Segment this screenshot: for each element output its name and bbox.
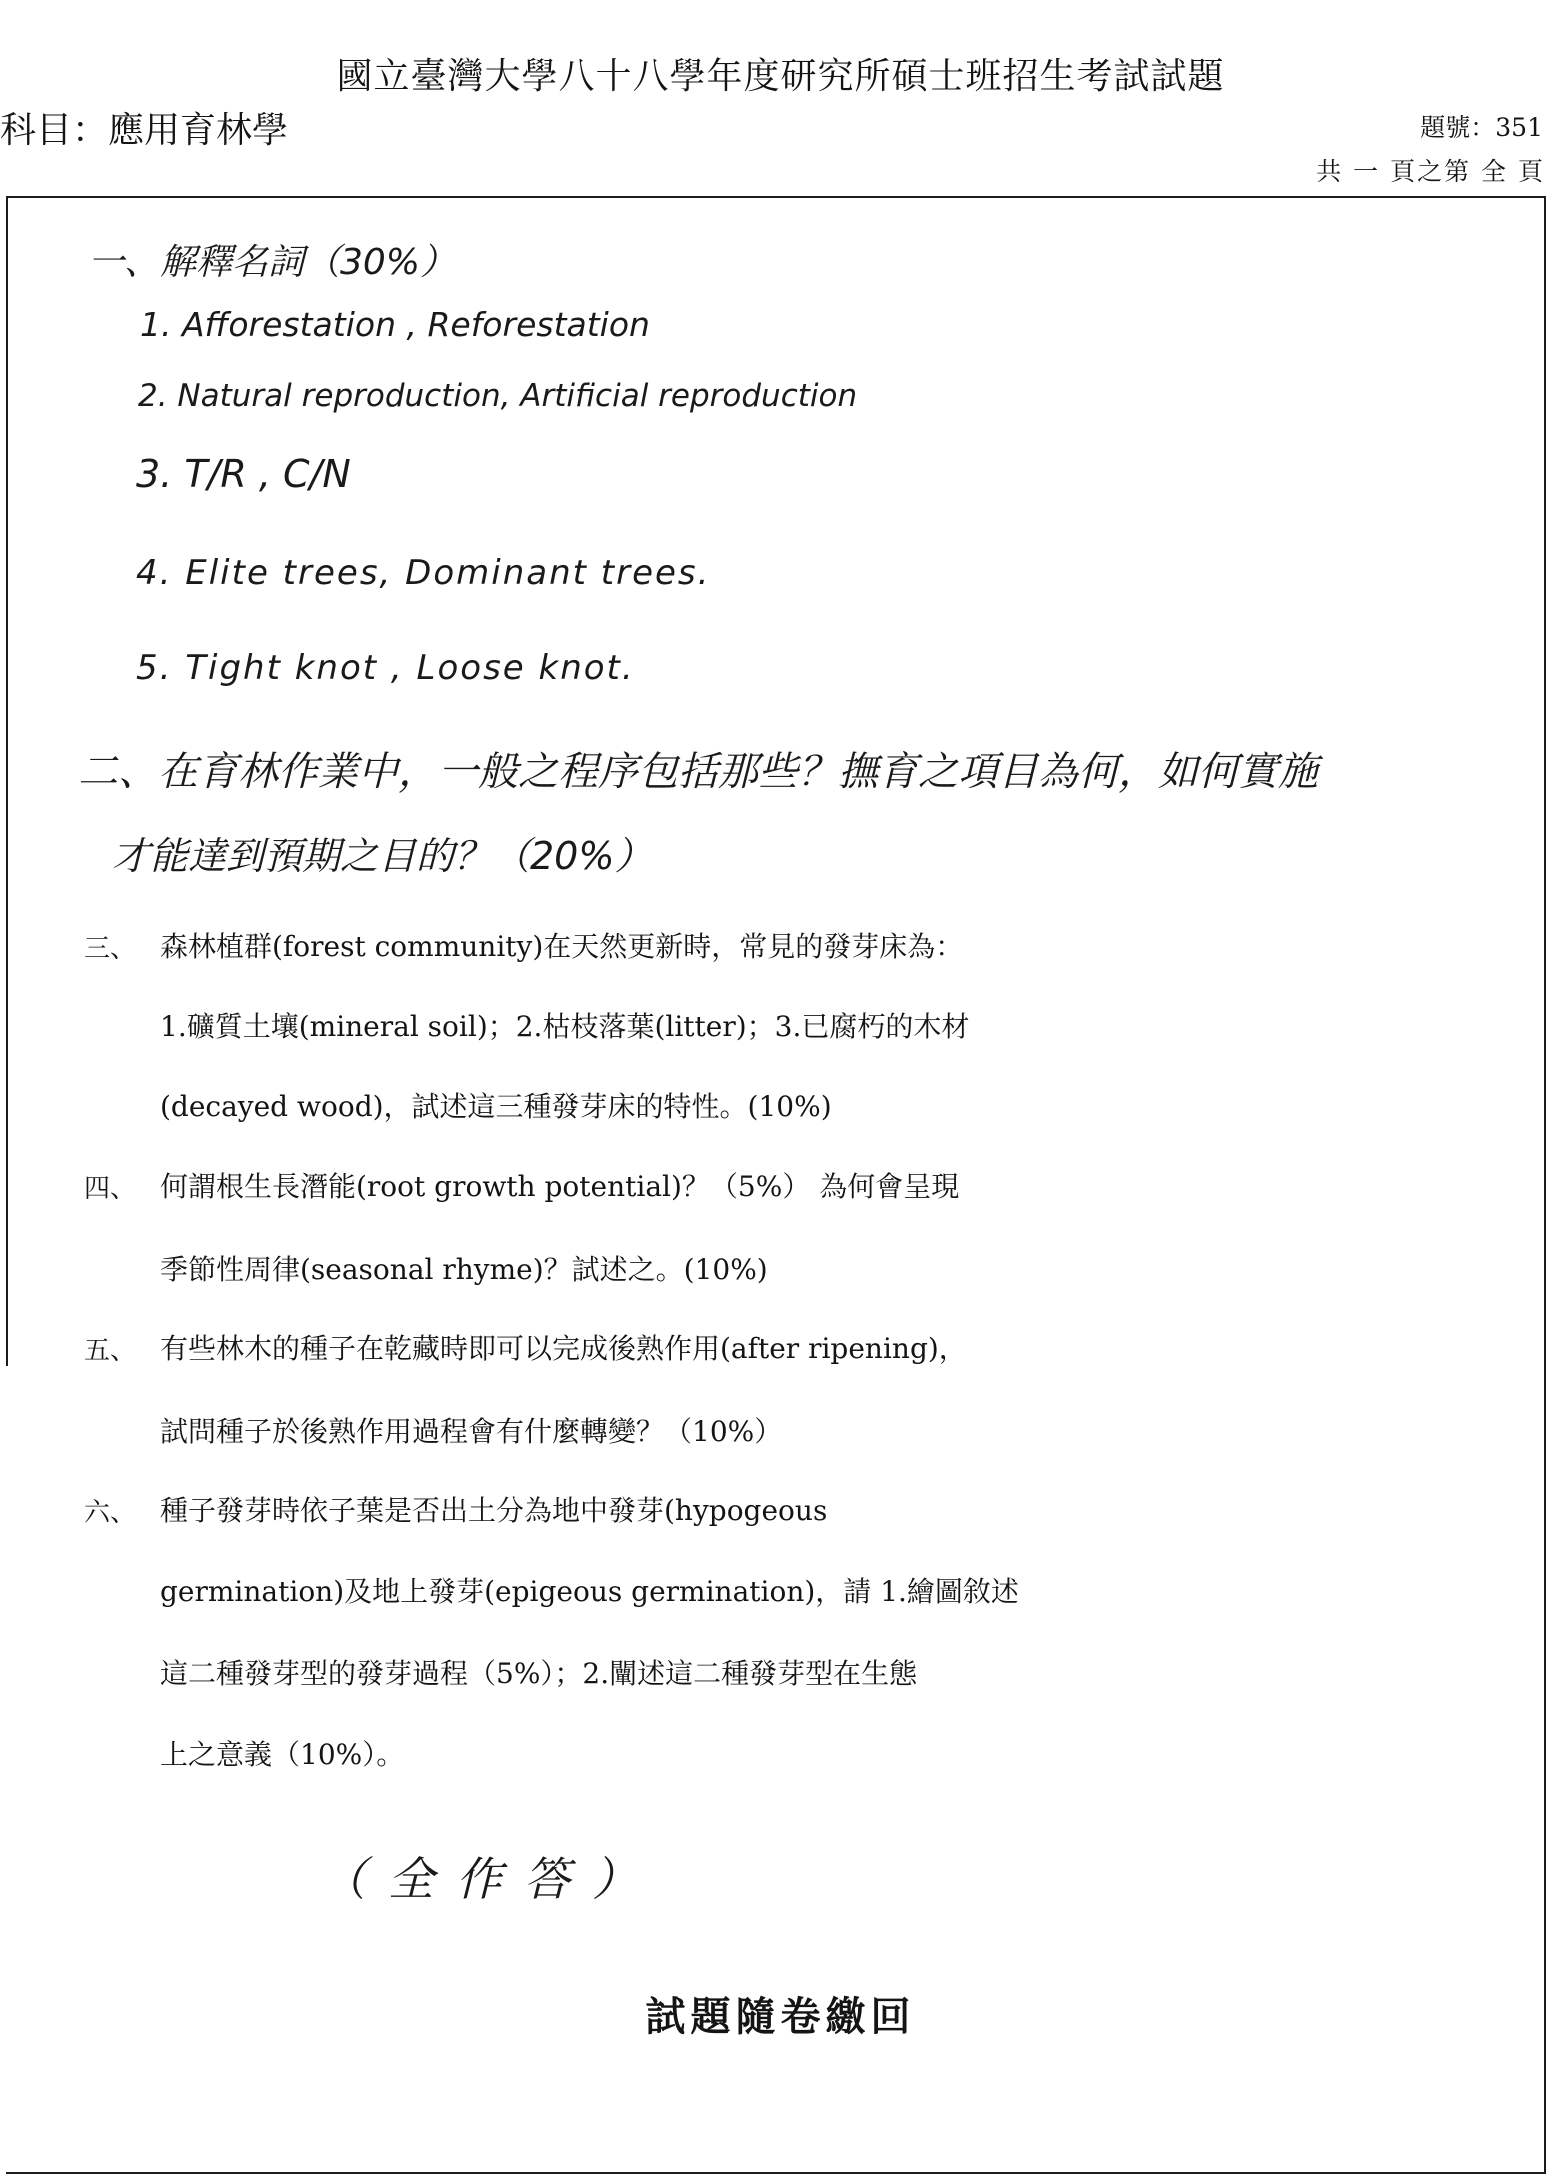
q6-line-2: germination)及地上發芽(epigeous germination)，請 1.繪圖敘述 xyxy=(160,1575,1019,1608)
q1-term-1: 1. Afforestation , Reforestation xyxy=(140,305,650,344)
frame-bottom-border xyxy=(6,2172,1546,2174)
q6-line-3: 這二種發芽型的發芽過程（5%）；2.闡述這二種發芽型在生態 xyxy=(160,1657,918,1690)
q1-term-2: 2. Natural reproduction, Artificial reproduction xyxy=(138,378,858,414)
q5-line-2: 試問種子於後熟作用過程會有什麼轉變？（10%） xyxy=(160,1415,783,1448)
q6-line-4: 上之意義（10%）。 xyxy=(160,1738,405,1771)
question-code: 題號：351 xyxy=(1420,113,1543,142)
q3-line-2: 1.礦質土壤(mineral soil)；2.枯枝落葉(litter)；3.已腐朽的木材 xyxy=(160,1010,970,1043)
q3-number: 三、 xyxy=(84,934,137,964)
q6-number: 六、 xyxy=(84,1498,137,1528)
q3-line-1: 森林植群(forest community)在天然更新時，常見的發芽床為： xyxy=(160,930,964,963)
frame-left-border xyxy=(6,196,8,1366)
page-count: 共 一 頁之第 全 頁 xyxy=(1316,157,1545,186)
q2-line-2: 才能達到預期之目的？（20%） xyxy=(112,834,653,878)
q1-term-3: 3. T/R , C/N xyxy=(136,452,351,496)
q1-term-5: 5. Tight knot , Loose knot. xyxy=(136,648,635,688)
q5-number: 五、 xyxy=(84,1336,137,1366)
q6-line-1: 種子發芽時依子葉是否出土分為地中發芽(hypogeous xyxy=(160,1494,828,1527)
q2-line-1: 二、在育林作業中，一般之程序包括那些？撫育之項目為何，如何實施 xyxy=(78,749,1318,795)
q1-heading: 一、解釋名詞（30%） xyxy=(88,242,457,283)
q4-number: 四、 xyxy=(84,1174,137,1204)
exam-title: 國立臺灣大學八十八學年度研究所碩士班招生考試試題 xyxy=(336,56,1225,97)
q1-term-4: 4. Elite trees, Dominant trees. xyxy=(136,553,711,593)
return-notice: 試題隨卷繳回 xyxy=(645,1993,916,2040)
subject-label: 科目：應用育林學 xyxy=(0,110,289,151)
q4-line-1: 何謂根生長潛能(root growth potential)？（5%） 為何會呈現 xyxy=(160,1170,960,1203)
answer-all-note: （全作答） xyxy=(320,1852,660,1906)
q3-line-3: (decayed wood)，試述這三種發芽床的特性。(10%) xyxy=(160,1090,832,1123)
q5-line-1: 有些林木的種子在乾藏時即可以完成後熟作用(after ripening)， xyxy=(160,1332,967,1365)
q4-line-2: 季節性周律(seasonal rhyme)？試述之。(10%) xyxy=(160,1253,768,1286)
